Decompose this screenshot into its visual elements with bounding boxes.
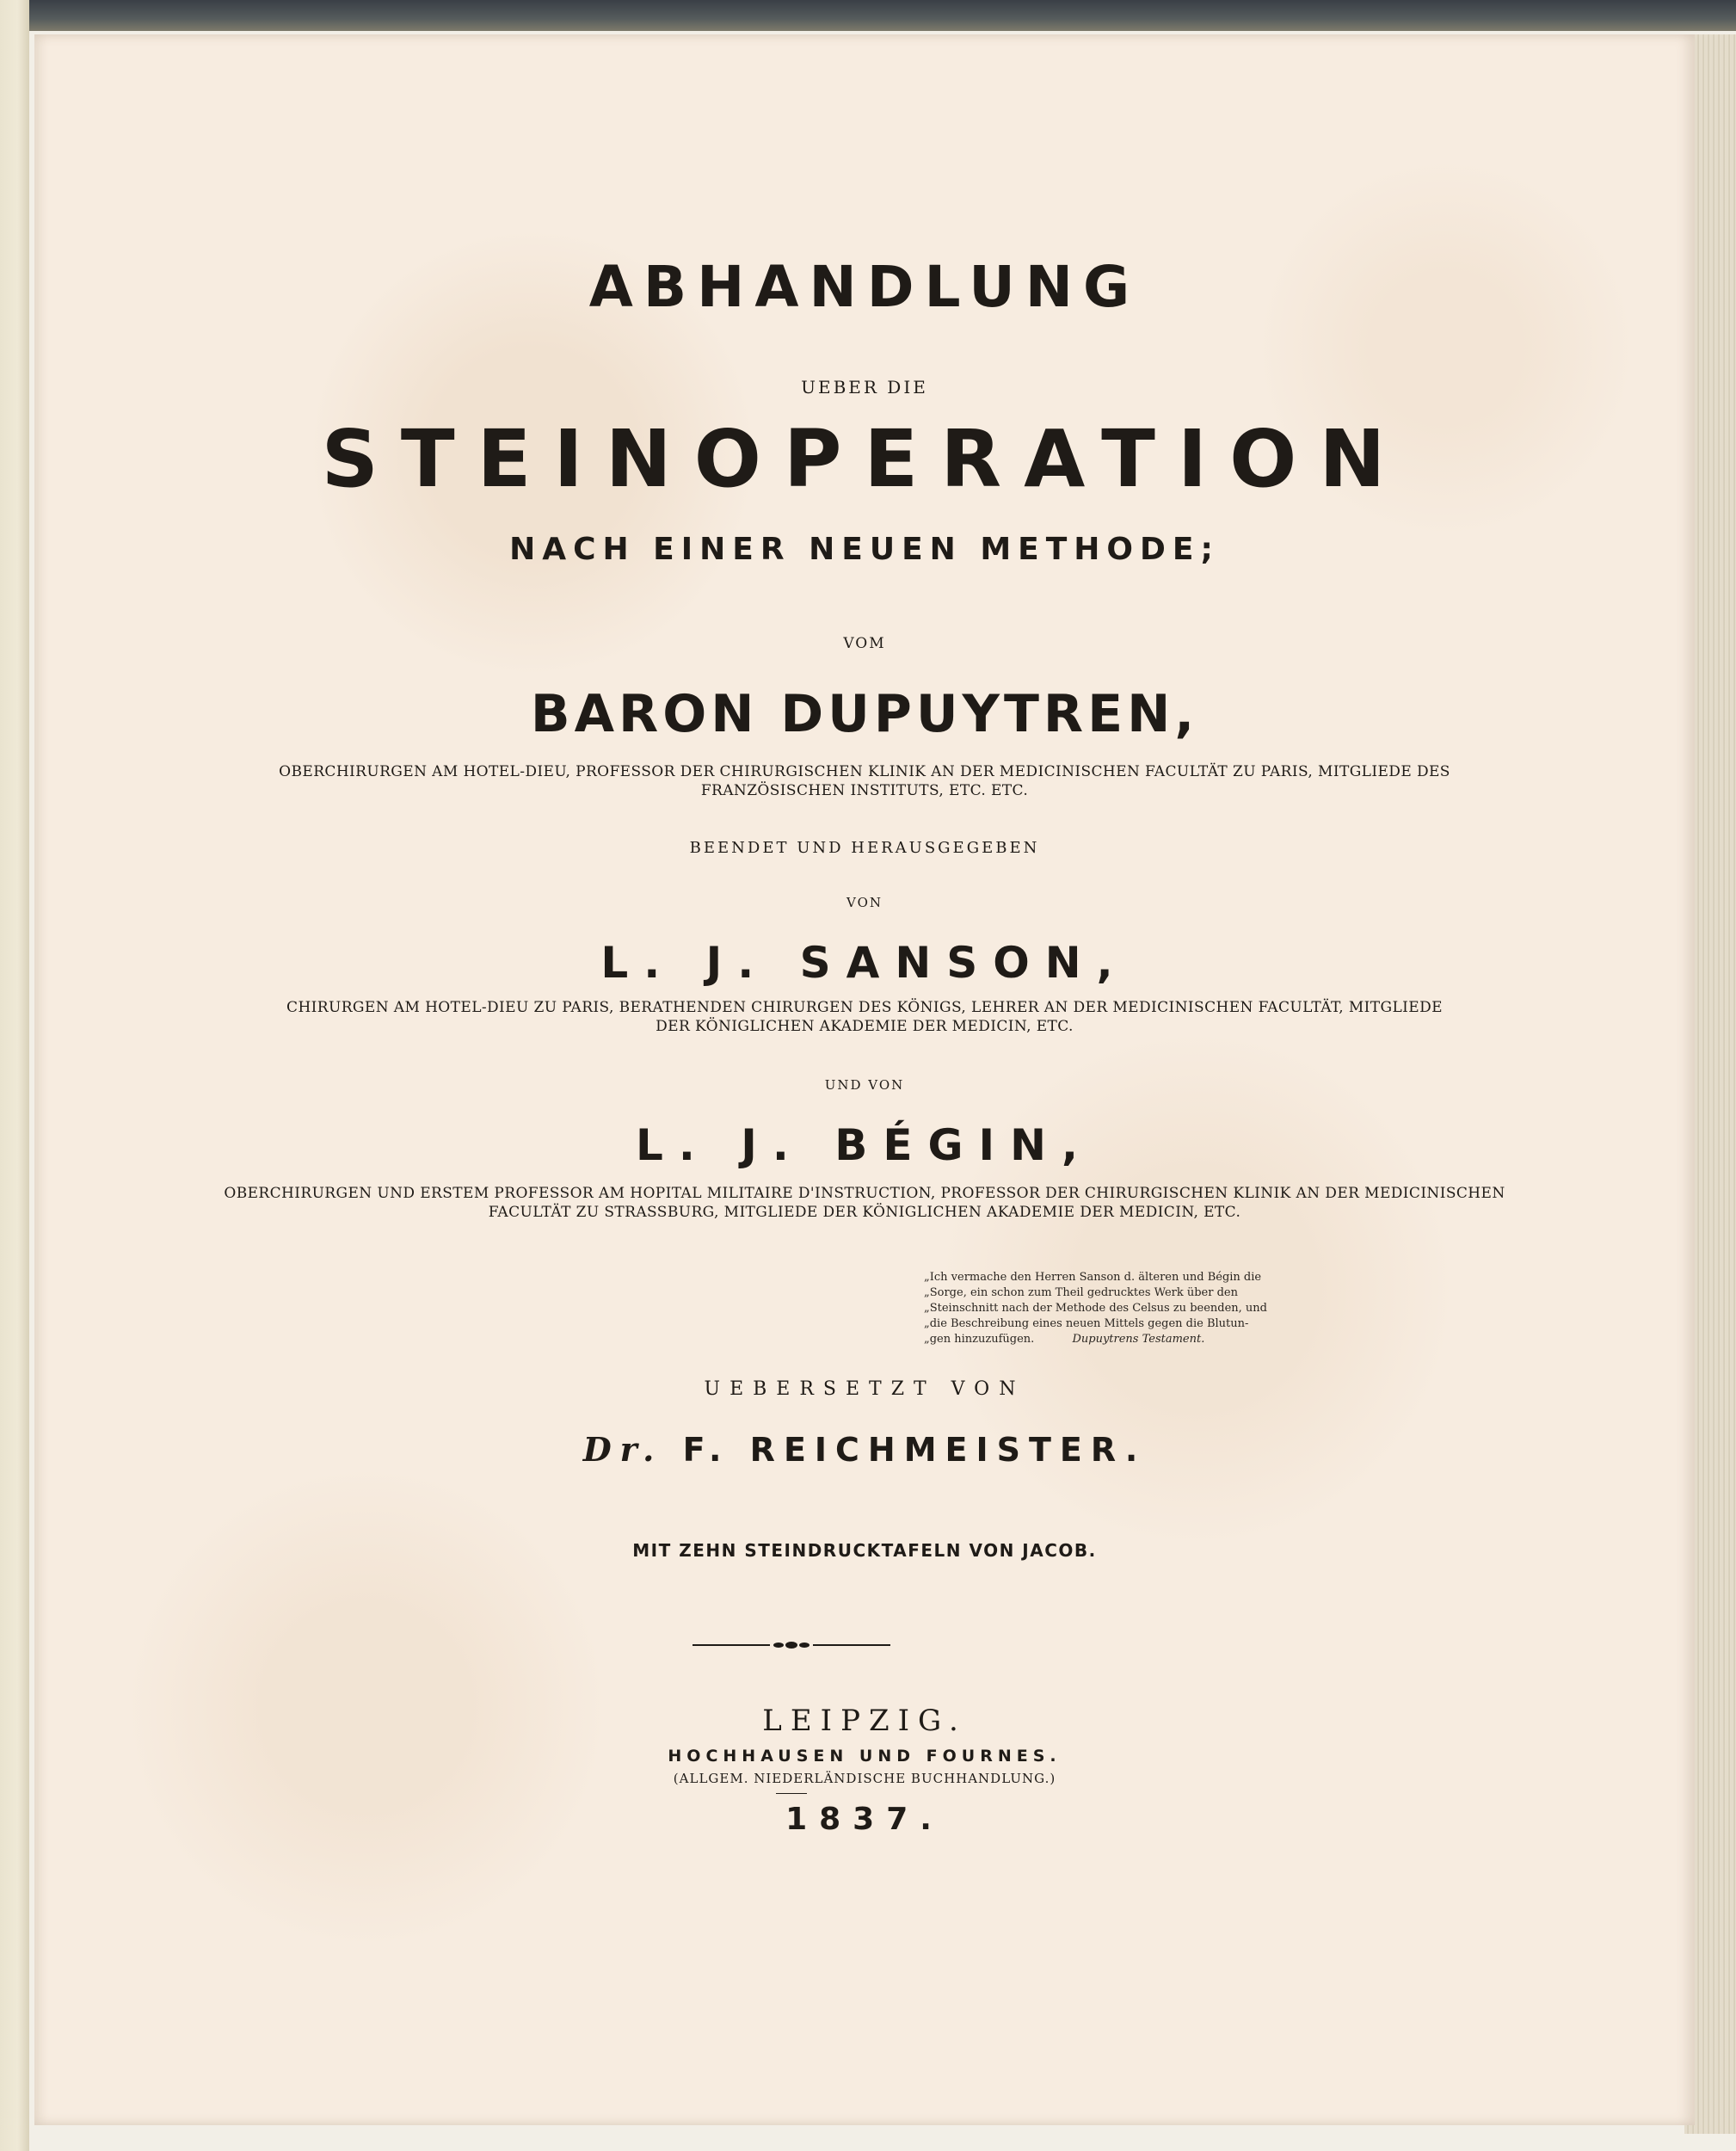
imprint-publisher: HOCHHAUSEN UND FOURNES. bbox=[668, 1747, 1062, 1766]
imprint-city: LEIPZIG. bbox=[762, 1704, 967, 1738]
author-dupuytren-description-line1: OBERCHIRURGEN AM HOTEL-DIEU, PROFESSOR DER CHIRURGISCHEN KLINIK AN DER MEDICINISCHEN FACULTÄT ZU PARIS, MITGLIEDE DES bbox=[279, 763, 1450, 780]
quote-line: „gen hinzuzufügen. bbox=[924, 1333, 1035, 1346]
author-dupuytren: BARON DUPUYTREN, bbox=[530, 684, 1199, 744]
translator-name: F. REICHMEISTER. bbox=[682, 1431, 1147, 1469]
testament-quote bbox=[924, 1270, 1277, 1347]
subtitle-nach-einer-neuen-methode: NACH EINER NEUEN METHODE; bbox=[509, 532, 1220, 567]
year-rule bbox=[776, 1793, 807, 1794]
translator bbox=[34, 1430, 1695, 1469]
author-sanson-description-line2: DER KÖNIGLICHEN AKADEMIE DER MEDICIN, ETC. bbox=[656, 1018, 1074, 1035]
quote-last-line bbox=[924, 1332, 1277, 1347]
imprint-year: 1837. bbox=[785, 1802, 944, 1837]
author-dupuytren-description-line2: FRANZÖSISCHEN INSTITUTS, ETC. ETC. bbox=[700, 782, 1029, 799]
label-und-von: UND VON bbox=[824, 1077, 905, 1093]
author-sanson-description-line1: CHIRURGEN AM HOTEL-DIEU ZU PARIS, BERATHENDEN CHIRURGEN DES KÖNIGS, LEHRER AN DER MEDICINISCHEN FACULTÄT, MITGLIEDE bbox=[286, 999, 1443, 1016]
quote-line: „die Beschreibung eines neuen Mittels gegen die Blutun- bbox=[924, 1317, 1249, 1330]
author-begin-description-line2: FACULTÄT ZU STRASSBURG, MITGLIEDE DER KÖNIGLICHEN AKADEMIE DER MEDICIN, ETC. bbox=[488, 1204, 1241, 1221]
ornament-divider bbox=[693, 1638, 890, 1652]
label-uebersetzt-von: UEBERSETZT VON bbox=[704, 1378, 1025, 1400]
plates-note: MIT ZEHN STEINDRUCKTAFELN VON JACOB. bbox=[632, 1540, 1097, 1561]
title-abhandlung: ABHANDLUNG bbox=[588, 254, 1141, 320]
book-binding-top bbox=[29, 0, 1736, 31]
author-dupuytren-description bbox=[34, 762, 1695, 800]
title-ueber-die: UEBER DIE bbox=[801, 377, 928, 398]
label-von: VON bbox=[846, 895, 883, 910]
quote-line: „Sorge, ein schon zum Theil gedrucktes Werk über den bbox=[924, 1286, 1238, 1299]
label-beendet: BEENDET UND HERAUSGEGEBEN bbox=[689, 839, 1040, 857]
title-page bbox=[34, 34, 1695, 2125]
author-begin-description bbox=[34, 1184, 1695, 1222]
book-cover-edge bbox=[0, 0, 29, 2151]
translator-title: Dr. bbox=[582, 1430, 663, 1469]
title-steinoperation: STEINOPERATION bbox=[321, 413, 1408, 505]
quote-line: „Steinschnitt nach der Methode des Celsus zu beenden, und bbox=[924, 1302, 1267, 1315]
author-sanson-description bbox=[34, 998, 1695, 1036]
imprint-publisher-note: (ALLGEM. NIEDERLÄNDISCHE BUCHHANDLUNG.) bbox=[673, 1771, 1056, 1786]
author-begin: L. J. BÉGIN, bbox=[635, 1120, 1093, 1170]
label-vom: VOM bbox=[843, 635, 886, 652]
author-sanson: L. J. SANSON, bbox=[600, 938, 1129, 988]
quote-signature: Dupuytrens Testament. bbox=[1072, 1333, 1205, 1346]
quote-line: „Ich vermache den Herren Sanson d. älteren und Bégin die bbox=[924, 1271, 1262, 1284]
author-begin-description-line1: OBERCHIRURGEN UND ERSTEM PROFESSOR AM HOPITAL MILITAIRE D'INSTRUCTION, PROFESSOR DER CHIRURGISCHEN KLINIK AN DER MEDICINISCHEN bbox=[224, 1185, 1505, 1202]
